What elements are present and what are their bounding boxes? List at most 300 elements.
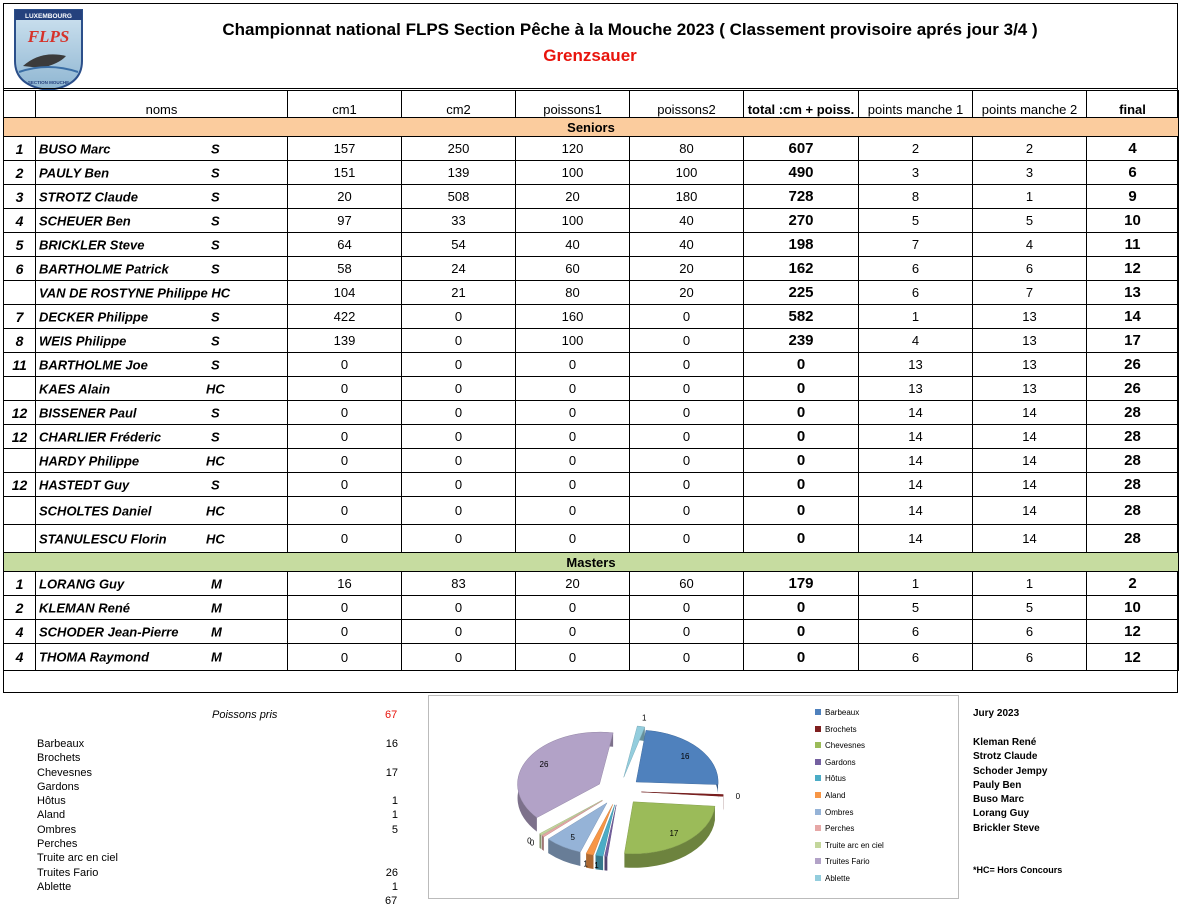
poissons2-cell: 0 <box>630 620 744 644</box>
points-manche-2-cell: 7 <box>973 281 1087 305</box>
legend-entry <box>815 824 884 841</box>
header-row <box>4 91 1179 118</box>
rank-cell: 12 <box>4 401 36 425</box>
pie-slice-side <box>542 835 544 850</box>
poissons1-cell: 100 <box>516 161 630 185</box>
col-rank-header <box>4 91 36 118</box>
final-cell: 28 <box>1087 525 1179 553</box>
points-manche-1-cell: 14 <box>859 525 973 553</box>
table-row <box>4 329 1179 353</box>
chart-legend <box>815 708 884 891</box>
species-name: Truite arc en ciel <box>37 852 118 865</box>
category-code: HC <box>206 381 225 396</box>
legend-label: Perches <box>825 824 855 834</box>
table-row <box>4 449 1179 473</box>
poissons1-cell: 0 <box>516 644 630 671</box>
total-cell: 0 <box>744 620 859 644</box>
pie-data-label: 17 <box>669 829 679 839</box>
cm2-cell: 0 <box>402 353 516 377</box>
jury-member: Schoder Jempy <box>973 765 1048 777</box>
rank-cell <box>4 525 36 553</box>
cm1-cell: 64 <box>288 233 402 257</box>
final-cell: 28 <box>1087 401 1179 425</box>
total-cell: 0 <box>744 425 859 449</box>
competitor-name: PAULY Ben <box>39 165 110 180</box>
cm2-cell: 0 <box>402 620 516 644</box>
final-cell: 6 <box>1087 161 1179 185</box>
competitor-name: LORANG Guy <box>39 576 125 591</box>
legend-swatch <box>815 726 821 732</box>
poissons1-cell: 0 <box>516 497 630 525</box>
header-divider <box>3 88 1178 89</box>
points-manche-2-cell: 3 <box>973 161 1087 185</box>
table-row <box>4 257 1179 281</box>
name-cell <box>36 377 288 401</box>
category-code: S <box>211 165 220 180</box>
table-row <box>4 233 1179 257</box>
pie-data-label: 16 <box>680 751 690 761</box>
name-cell <box>36 449 288 473</box>
points-manche-2-cell: 13 <box>973 305 1087 329</box>
total-cell: 0 <box>744 401 859 425</box>
rank-cell: 2 <box>4 161 36 185</box>
pie-slice-brochets <box>641 792 723 796</box>
table-row <box>4 497 1179 525</box>
total-cell: 198 <box>744 233 859 257</box>
poissons1-cell: 0 <box>516 425 630 449</box>
results-table <box>3 90 1179 671</box>
cm1-cell: 139 <box>288 329 402 353</box>
total-cell: 0 <box>744 353 859 377</box>
legend-swatch <box>815 842 821 848</box>
total-cell: 0 <box>744 525 859 553</box>
hc-note: *HC= Hors Concours <box>973 865 1063 875</box>
cm2-cell: 0 <box>402 401 516 425</box>
total-cell: 0 <box>744 449 859 473</box>
summary-area <box>0 695 1181 916</box>
cm2-cell: 0 <box>402 596 516 620</box>
name-cell <box>36 401 288 425</box>
poissons1-cell: 0 <box>516 401 630 425</box>
name-cell <box>36 425 288 449</box>
rank-cell: 12 <box>4 425 36 449</box>
rank-cell: 3 <box>4 185 36 209</box>
cm1-cell: 0 <box>288 644 402 671</box>
species-count: 1 <box>391 809 398 822</box>
species-name: Truites Fario <box>37 866 99 879</box>
poissons1-cell: 20 <box>516 185 630 209</box>
points-manche-1-cell: 5 <box>859 596 973 620</box>
competitor-name: BUSO Marc <box>39 141 111 156</box>
total-cell: 162 <box>744 257 859 281</box>
name-cell <box>36 596 288 620</box>
species-name: Barbeaux <box>37 738 85 750</box>
logo-top-text: LUXEMBOURG <box>25 13 72 20</box>
competitor-name: HASTEDT Guy <box>39 477 130 492</box>
competitor-name: KLEMAN René <box>39 600 131 615</box>
poissons1-cell: 40 <box>516 233 630 257</box>
legend-swatch <box>815 792 821 798</box>
rank-cell: 4 <box>4 620 36 644</box>
table-row <box>4 401 1179 425</box>
category-code: HC <box>206 531 225 546</box>
name-cell <box>36 137 288 161</box>
points-manche-1-cell: 8 <box>859 185 973 209</box>
legend-swatch <box>815 759 821 765</box>
legend-label: Chevesnes <box>825 741 866 751</box>
pie-data-label: 26 <box>539 759 549 769</box>
points-manche-2-cell: 13 <box>973 377 1087 401</box>
poissons1-cell: 20 <box>516 572 630 596</box>
competitor-name: KAES Alain <box>39 381 111 396</box>
competitor-name: BISSENER Paul <box>39 405 137 420</box>
pie-data-label: 0 <box>529 838 535 848</box>
total-cell: 0 <box>744 377 859 401</box>
cm1-cell: 0 <box>288 377 402 401</box>
legend-entry <box>815 708 884 725</box>
pie-data-label: 1 <box>583 859 588 869</box>
points-manche-2-cell: 14 <box>973 401 1087 425</box>
points-manche-2-cell: 6 <box>973 257 1087 281</box>
species-list <box>37 737 402 894</box>
legend-label: Ablette <box>825 873 850 883</box>
rank-cell <box>4 377 36 401</box>
name-cell <box>36 257 288 281</box>
jury-member: Brickler Steve <box>973 822 1040 834</box>
species-row <box>37 794 402 808</box>
rank-cell <box>4 497 36 525</box>
name-cell <box>36 353 288 377</box>
pie-slice-chevesnes <box>624 802 715 854</box>
poissons1-cell: 0 <box>516 596 630 620</box>
category-code: S <box>211 237 220 252</box>
page-title: Championnat national FLPS Section Pêche à la Mouche 2023 ( Classement provisoire aprés jour 3/4 ) <box>222 20 1038 39</box>
species-count: 5 <box>391 823 398 836</box>
cm2-cell: 0 <box>402 525 516 553</box>
total-cell: 607 <box>744 137 859 161</box>
flps-logo <box>11 6 86 91</box>
legend-label: Aland <box>825 790 846 800</box>
name-cell <box>36 525 288 553</box>
rank-cell: 11 <box>4 353 36 377</box>
cm1-cell: 0 <box>288 449 402 473</box>
poissons2-cell: 0 <box>630 497 744 525</box>
legend-entry <box>815 791 884 808</box>
total-cell: 239 <box>744 329 859 353</box>
species-count: 1 <box>391 880 398 893</box>
points-manche-2-cell: 13 <box>973 329 1087 353</box>
points-manche-2-cell: 5 <box>973 596 1087 620</box>
competitor-name: BARTHOLME Joe <box>39 357 148 372</box>
jury-title: Jury 2023 <box>973 708 1020 719</box>
species-row <box>37 880 402 894</box>
cm1-cell: 0 <box>288 525 402 553</box>
species-name: Ablette <box>37 880 72 893</box>
jury-member: Buso Marc <box>973 794 1025 806</box>
species-name: Perches <box>37 838 78 851</box>
points-manche-1-cell: 1 <box>859 305 973 329</box>
points-manche-2-cell: 2 <box>973 137 1087 161</box>
points-manche-1-cell: 13 <box>859 353 973 377</box>
competitor-name: VAN DE ROSTYNE Philippe HC <box>39 285 231 300</box>
poissons2-cell: 100 <box>630 161 744 185</box>
points-manche-2-cell: 6 <box>973 644 1087 671</box>
poissons2-cell: 0 <box>630 449 744 473</box>
category-code: M <box>211 624 222 639</box>
table-row <box>4 572 1179 596</box>
col-header-poissons2: poissons2 <box>630 91 744 118</box>
legend-entry <box>815 774 884 791</box>
final-cell: 10 <box>1087 596 1179 620</box>
competitor-name: SCHOLTES Daniel <box>39 503 152 518</box>
points-manche-2-cell: 1 <box>973 185 1087 209</box>
table-row <box>4 377 1179 401</box>
poissons1-cell: 160 <box>516 305 630 329</box>
cm1-cell: 97 <box>288 209 402 233</box>
category-code: S <box>211 213 220 228</box>
section-label: Masters <box>4 553 1179 572</box>
final-cell: 17 <box>1087 329 1179 353</box>
points-manche-2-cell: 4 <box>973 233 1087 257</box>
species-row <box>37 780 402 794</box>
cm2-cell: 250 <box>402 137 516 161</box>
species-name: Hôtus <box>37 795 66 808</box>
section-row-seniors <box>4 118 1179 137</box>
cm2-cell: 0 <box>402 377 516 401</box>
final-cell: 12 <box>1087 644 1179 671</box>
legend-swatch <box>815 858 821 864</box>
species-row <box>37 866 402 880</box>
table-row <box>4 161 1179 185</box>
species-count: 17 <box>385 766 398 779</box>
cm1-cell: 0 <box>288 353 402 377</box>
competitor-name: WEIS Philippe <box>39 333 127 348</box>
final-cell: 11 <box>1087 233 1179 257</box>
col-header-poissons1: poissons1 <box>516 91 630 118</box>
species-name: Ombres <box>37 823 77 836</box>
competitor-name: STANULESCU Florin <box>39 531 167 546</box>
table-row <box>4 305 1179 329</box>
cm1-cell: 0 <box>288 620 402 644</box>
cm2-cell: 0 <box>402 644 516 671</box>
poissons2-cell: 0 <box>630 353 744 377</box>
cm2-cell: 54 <box>402 233 516 257</box>
points-manche-2-cell: 14 <box>973 497 1087 525</box>
name-cell <box>36 233 288 257</box>
poissons1-cell: 100 <box>516 209 630 233</box>
points-manche-1-cell: 5 <box>859 209 973 233</box>
cm2-cell: 83 <box>402 572 516 596</box>
legend-label: Hôtus <box>825 774 846 784</box>
cm1-cell: 0 <box>288 473 402 497</box>
final-cell: 12 <box>1087 257 1179 281</box>
cm2-cell: 139 <box>402 161 516 185</box>
poissons2-cell: 80 <box>630 137 744 161</box>
category-code: M <box>211 576 222 591</box>
points-manche-1-cell: 14 <box>859 449 973 473</box>
final-cell: 28 <box>1087 473 1179 497</box>
col-header-noms: noms <box>36 91 288 118</box>
table-row <box>4 596 1179 620</box>
competitor-name: STROTZ Claude <box>39 189 138 204</box>
cm2-cell: 24 <box>402 257 516 281</box>
category-code: HC <box>206 503 225 518</box>
name-cell <box>36 305 288 329</box>
species-count: 26 <box>385 866 398 879</box>
poissons2-cell: 40 <box>630 209 744 233</box>
poissons1-cell: 0 <box>516 620 630 644</box>
final-cell: 10 <box>1087 209 1179 233</box>
points-manche-2-cell: 5 <box>973 209 1087 233</box>
points-manche-2-cell: 14 <box>973 425 1087 449</box>
final-cell: 14 <box>1087 305 1179 329</box>
category-code: S <box>211 429 220 444</box>
rank-cell: 7 <box>4 305 36 329</box>
legend-label: Truite arc en ciel <box>825 840 884 850</box>
poissons2-cell: 0 <box>630 596 744 620</box>
points-manche-1-cell: 1 <box>859 572 973 596</box>
legend-entry <box>815 758 884 775</box>
table-row <box>4 353 1179 377</box>
points-manche-1-cell: 14 <box>859 401 973 425</box>
poissons2-cell: 180 <box>630 185 744 209</box>
col-header-final: final <box>1087 91 1179 118</box>
poissons1-cell: 60 <box>516 257 630 281</box>
points-manche-1-cell: 3 <box>859 161 973 185</box>
jury-member: Strotz Claude <box>973 751 1038 763</box>
legend-swatch <box>815 742 821 748</box>
competitor-name: SCHODER Jean-Pierre <box>39 624 179 639</box>
category-code: S <box>211 405 220 420</box>
points-manche-2-cell: 1 <box>973 572 1087 596</box>
col-header-points-manche-2: points manche 2 <box>973 91 1087 118</box>
final-cell: 28 <box>1087 449 1179 473</box>
cm1-cell: 157 <box>288 137 402 161</box>
rank-cell: 2 <box>4 596 36 620</box>
poissons1-cell: 0 <box>516 377 630 401</box>
rank-cell: 5 <box>4 233 36 257</box>
logo-main-text: FLPS <box>27 27 70 46</box>
legend-label: Ombres <box>825 807 854 817</box>
category-code: S <box>211 333 220 348</box>
species-row <box>37 837 402 851</box>
poissons2-cell: 20 <box>630 281 744 305</box>
pie-data-label: 1 <box>594 861 599 871</box>
competitor-name: BRICKLER Steve <box>39 237 145 252</box>
cm2-cell: 0 <box>402 473 516 497</box>
results-body <box>4 91 1179 671</box>
venue-title: Grenzsauer <box>543 46 637 65</box>
name-cell <box>36 185 288 209</box>
legend-swatch <box>815 709 821 715</box>
species-row <box>37 751 402 765</box>
legend-label: Barbeaux <box>825 708 860 717</box>
rank-cell: 4 <box>4 644 36 671</box>
name-cell <box>36 281 288 305</box>
poissons2-cell: 0 <box>630 473 744 497</box>
poissons2-cell: 0 <box>630 644 744 671</box>
poissons1-cell: 0 <box>516 525 630 553</box>
species-row <box>37 823 402 837</box>
poissons2-cell: 0 <box>630 425 744 449</box>
final-cell: 28 <box>1087 425 1179 449</box>
name-cell <box>36 497 288 525</box>
category-code: S <box>211 357 220 372</box>
name-cell <box>36 161 288 185</box>
competitor-name: DECKER Philippe <box>39 309 149 324</box>
rank-cell: 1 <box>4 137 36 161</box>
name-cell <box>36 644 288 671</box>
total-cell: 270 <box>744 209 859 233</box>
final-cell: 2 <box>1087 572 1179 596</box>
legend-entry <box>815 741 884 758</box>
pie-data-label: 5 <box>570 833 575 843</box>
name-cell <box>36 209 288 233</box>
total-cell: 582 <box>744 305 859 329</box>
table-row <box>4 644 1179 671</box>
cm1-cell: 422 <box>288 305 402 329</box>
points-manche-1-cell: 4 <box>859 329 973 353</box>
legend-entry <box>815 857 884 874</box>
legend-entry <box>815 808 884 825</box>
poissons2-cell: 60 <box>630 572 744 596</box>
col-header-points-manche-1: points manche 1 <box>859 91 973 118</box>
final-cell: 26 <box>1087 377 1179 401</box>
table-row <box>4 209 1179 233</box>
poissons1-cell: 80 <box>516 281 630 305</box>
legend-swatch <box>815 875 821 881</box>
points-manche-1-cell: 14 <box>859 425 973 449</box>
final-cell: 13 <box>1087 281 1179 305</box>
legend-entry <box>815 874 884 891</box>
species-name: Gardons <box>37 780 80 793</box>
pie-slice-barbeaux <box>636 730 718 784</box>
competitor-name: THOMA Raymond <box>39 649 150 665</box>
category-code: S <box>211 261 220 276</box>
poissons2-cell: 0 <box>630 525 744 553</box>
legend-label: Truites Fario <box>825 857 870 867</box>
final-cell: 26 <box>1087 353 1179 377</box>
logo-bottom-text: SECTION MOUCHE <box>27 80 70 85</box>
species-sum: 67 <box>385 895 398 907</box>
poissons1-cell: 100 <box>516 329 630 353</box>
total-cell: 0 <box>744 497 859 525</box>
species-row <box>37 808 402 822</box>
points-manche-1-cell: 6 <box>859 257 973 281</box>
pie-slice-side <box>539 834 541 849</box>
total-cell: 728 <box>744 185 859 209</box>
points-manche-1-cell: 2 <box>859 137 973 161</box>
cm1-cell: 58 <box>288 257 402 281</box>
category-code: S <box>211 189 220 204</box>
species-row <box>37 737 402 751</box>
poissons1-cell: 0 <box>516 473 630 497</box>
points-manche-2-cell: 14 <box>973 525 1087 553</box>
legend-swatch <box>815 825 821 831</box>
table-row <box>4 473 1179 497</box>
points-manche-1-cell: 6 <box>859 620 973 644</box>
total-cell: 0 <box>744 596 859 620</box>
species-row <box>37 851 402 865</box>
table-row <box>4 137 1179 161</box>
name-cell <box>36 572 288 596</box>
total-cell: 0 <box>744 473 859 497</box>
jury-member: Kleman René <box>973 737 1037 748</box>
fish-caught-total: 67 <box>385 709 398 721</box>
fish-caught-label: Poissons pris <box>212 709 278 721</box>
name-cell <box>36 473 288 497</box>
col-header-cm1: cm1 <box>288 91 402 118</box>
